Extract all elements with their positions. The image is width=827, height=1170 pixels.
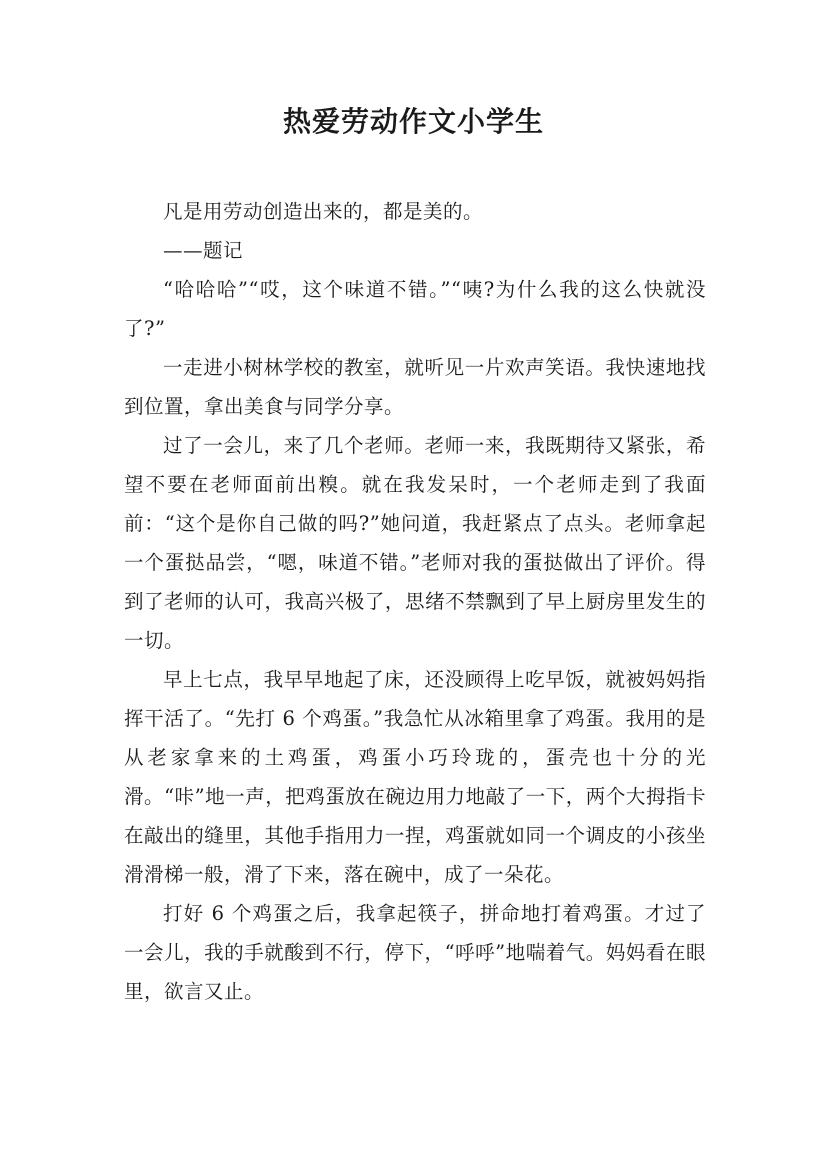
paragraph: 打好 6 个鸡蛋之后，我拿起筷子，拼命地打着鸡蛋。才过了一会儿，我的手就酸到不行，停下，“呼呼”地喘着气。妈妈看在眼里，欲言又止。 bbox=[124, 902, 706, 1003]
paragraph-epigraph-source: ——题记 bbox=[163, 239, 244, 262]
paragraph: 过了一会儿，来了几个老师。老师一来，我既期待又紧张，希望不要在老师面前出糗。就在我发呆时，一个老师走到了我面前：“这个是你自己做的吗?”她问道，我赶紧点了点头。老师拿起一个蛋挞品尝，“嗯，味道不错。”老师对我的蛋挞做出了评价。得到了老师的认可，我高兴极了，思绪不禁飘到了早上厨房里发生的一切。 bbox=[124, 434, 706, 652]
paragraph: “哈哈哈”“哎，这个味道不错。”“咦?为什么我的这么快就没了?” bbox=[124, 278, 706, 340]
document-body bbox=[124, 192, 706, 1011]
document-title: 热爱劳动作文小学生 bbox=[282, 105, 544, 138]
paragraph: 早上七点，我早早地起了床，还没顾得上吃早饭，就被妈妈指挥干活了。“先打 6 个鸡蛋。”我急忙从冰箱里拿了鸡蛋。我用的是从老家拿来的土鸡蛋，鸡蛋小巧玲珑的，蛋壳也十分的光滑。“咔”地一声，把鸡蛋放在碗边用力地敲了一下，两个大拇指卡在敲出的缝里，其他手指用力一捏，鸡蛋就如同一个调皮的小孩坐滑滑梯一般，滑了下来，落在碗中，成了一朵花。 bbox=[124, 668, 706, 886]
paragraph: 一走进小树林学校的教室，就听见一片欢声笑语。我快速地找到位置，拿出美食与同学分享。 bbox=[124, 356, 706, 418]
paragraph-epigraph: 凡是用劳动创造出来的，都是美的。 bbox=[163, 200, 484, 223]
